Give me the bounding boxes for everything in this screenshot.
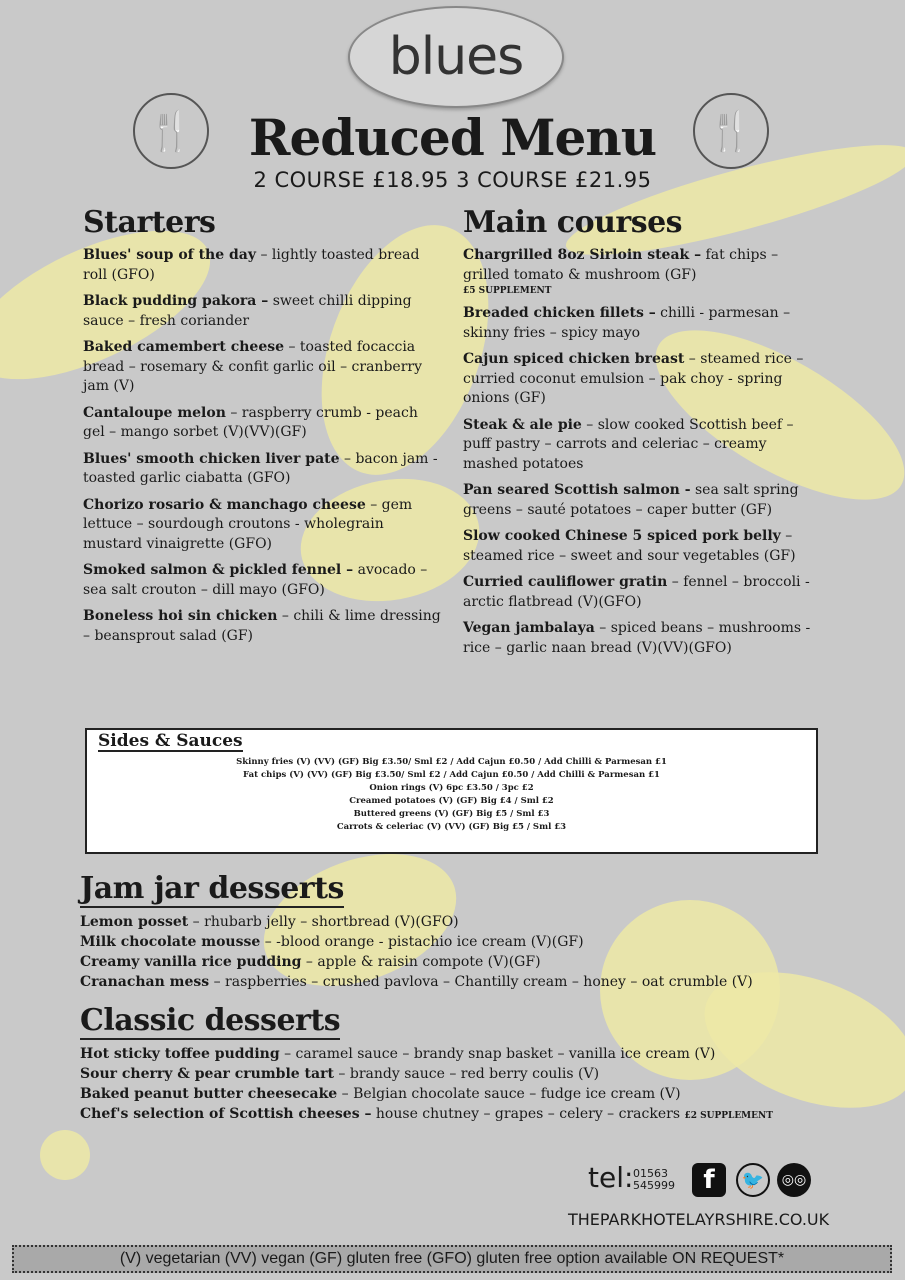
tel-label: tel: [588,1161,634,1194]
item-name: Black pudding pakora – [83,293,269,309]
mains-heading: Main courses [463,205,683,240]
menu-item [80,1044,840,1064]
starters-section [83,205,443,653]
flower-decoration [40,1130,90,1180]
menu-item [463,481,823,520]
item-name: Steak & ale pie [463,416,582,433]
item-description: – apple & raisin compote (V)(GF) [301,954,541,970]
item-name: Milk chocolate mousse [80,934,261,950]
tel-line-2: 545999 [633,1179,675,1192]
item-description: – caramel sauce – brandy snap basket – vanilla ice cream (V) [279,1046,716,1062]
menu-item [80,932,840,952]
item-description: chilli - parmesan – skinny fries – spicy mayo [463,305,791,341]
menu-item [463,573,823,612]
menu-item [80,912,840,932]
item-name: Vegan jambalaya [463,620,595,636]
menu-item [83,607,443,646]
item-description: – gem lettuce – sourdough croutons - wholegrain mustard vinaigrette (GFO) [83,496,413,552]
item-name: Chorizo rosario & manchago cheese [83,496,366,513]
menu-item [80,952,840,972]
menu-item [80,1084,840,1104]
item-description: – rhubarb jelly – shortbread (V)(GFO) [188,914,459,930]
side-line: Onion rings (V) 6pc £3.50 / 3pc £2 [369,783,534,793]
item-description: – spiced beans – mushrooms - rice – garlic naan bread (V)(VV)(GFO) [463,620,811,656]
item-description: – lightly toasted bread roll (GFO) [83,247,420,283]
menu-item [463,416,823,475]
item-description: – brandy sauce – red berry coulis (V) [333,1066,600,1082]
item-description: sweet chilli dipping sauce – fresh coriander [83,293,412,329]
item-name: Smoked salmon & pickled fennel – [83,562,354,578]
item-name: Chargrilled 8oz Sirloin steak – [463,247,702,263]
item-name: Pan seared Scottish salmon - [463,482,691,498]
mains-section [463,205,823,665]
item-name: Lemon posset [80,914,189,930]
menu-item [83,246,443,285]
twitter-icon[interactable]: 🐦 [736,1163,770,1197]
item-name: Cantaloupe melon [83,404,226,421]
side-line: Skinny fries (V) (VV) (GF) Big £3.50/ Sml £2 / Add Cajun £0.50 / Add Chilli & Parmesan £1 [236,757,667,767]
item-name: Creamy vanilla rice pudding [80,954,302,970]
item-name: Hot sticky toffee pudding [80,1046,280,1062]
side-line: Creamed potatoes (V) (GF) Big £4 / Sml £2 [349,796,554,806]
page-title: Reduced Menu [248,108,657,167]
cutlery-icon: 🍴 [133,93,209,169]
side-line: Buttered greens (V) (GF) Big £5 / Sml £3 [353,809,550,819]
tel-line-1: 01563 [633,1167,668,1180]
side-line: Carrots & celeriac (V) (VV) (GF) Big £5 / Sml £3 [336,822,567,832]
menu-item [463,350,823,409]
sides-box [85,728,818,854]
dietary-key: (V) vegetarian (VV) vegan (GF) gluten free (GFO) gluten free option available ON REQUEST* [12,1245,892,1273]
item-name: Sour cherry & pear crumble tart [80,1066,334,1082]
menu-item [83,561,443,600]
item-description: sea salt spring greens – sauté potatoes – caper butter (GF) [463,482,799,518]
supplement-note: £2 SUPPLEMENT [684,1111,773,1121]
item-description: avocado – sea salt crouton – dill mayo (GFO) [83,562,428,598]
item-name: Curried cauliflower gratin [463,574,668,590]
menu-item [83,450,443,489]
menu-item [463,304,823,343]
facebook-icon[interactable]: f [692,1163,726,1197]
jam-jar-heading: Jam jar desserts [80,871,344,906]
item-name: Baked peanut butter cheesecake [80,1086,338,1102]
jam-jar-section [80,872,840,992]
supplement-note: £5 SUPPLEMENT [463,286,552,296]
menu-item [80,1064,840,1084]
menu-item [80,972,840,992]
starters-heading: Starters [83,205,216,240]
item-description: – toasted focaccia bread – rosemary & confit garlic oil – cranberry jam (V) [83,339,422,394]
menu-item [83,496,443,555]
logo-text: blues [388,27,524,87]
classic-heading: Classic desserts [80,1003,341,1038]
item-name: Boneless hoi sin chicken [83,608,278,624]
menu-item [83,404,443,443]
item-description: – steamed rice – curried coconut emulsion – pak choy - spring onions (GF) [463,351,804,406]
classic-section [80,1004,840,1124]
item-name: Breaded chicken fillets – [463,305,656,321]
item-description: – bacon jam - toasted garlic ciabatta (GFO) [83,450,438,486]
item-description: – -blood orange - pistachio ice cream (V)(GF) [260,934,584,950]
item-name: Chef's selection of Scottish cheeses – [80,1106,372,1122]
item-description: house chutney – grapes – celery – crackers [371,1106,685,1122]
cutlery-icon: 🍴 [693,93,769,169]
item-name: Cranachan mess [80,974,210,990]
item-description: – steamed rice – sweet and sour vegetables (GF) [463,528,796,564]
item-description: – slow cooked Scottish beef – puff pastry – carrots and celeriac – creamy mashed potatoes [463,416,794,472]
menu-item [83,338,443,397]
website-link[interactable]: THEPARKHOTELAYRSHIRE.CO.UK [568,1210,830,1229]
item-name: Blues' soup of the day [83,247,256,263]
course-prices: 2 COURSE £18.95 3 COURSE £21.95 [253,168,652,192]
blues-logo [348,6,564,108]
item-description: – raspberry crumb - peach gel – mango sorbet (V)(VV)(GF) [83,404,418,440]
item-name: Blues' smooth chicken liver pate [83,450,340,467]
item-description: – raspberries – crushed pavlova – Chantilly cream – honey – oat crumble (V) [209,974,753,990]
menu-item [463,619,823,658]
tripadvisor-icon[interactable]: ◎◎ [777,1163,811,1197]
menu-item [463,246,823,297]
tel-number [633,1168,675,1192]
menu-item [463,527,823,566]
item-description: – fennel – broccoli - arctic flatbread (V)(GFO) [463,574,810,610]
item-description: fat chips – grilled tomato & mushroom (GF) [463,247,779,283]
item-description: – chili & lime dressing – beansprout salad (GF) [83,608,441,644]
item-name: Slow cooked Chinese 5 spiced pork belly [463,528,781,544]
sides-heading: Sides & Sauces [98,731,243,751]
item-description: – Belgian chocolate sauce – fudge ice cream (V) [337,1086,681,1102]
item-name: Baked camembert cheese [83,339,285,355]
item-name: Cajun spiced chicken breast [463,351,685,367]
menu-item [83,292,443,331]
side-line: Fat chips (V) (VV) (GF) Big £3.50/ Sml £2 / Add Cajun £0.50 / Add Chilli & Parmesan £1 [243,770,660,780]
menu-item [80,1104,840,1124]
